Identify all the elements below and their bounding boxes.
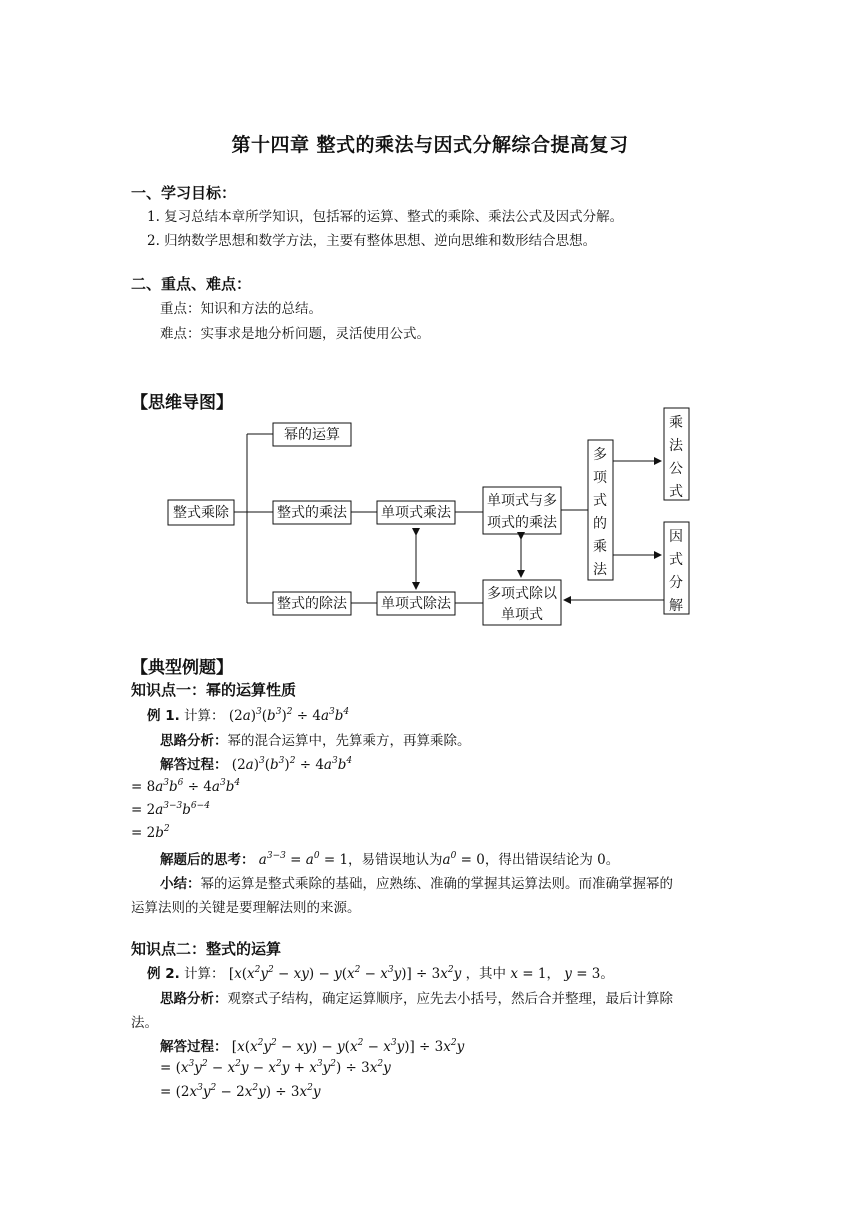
node-factor-char: 式 xyxy=(669,552,683,568)
solution-expression: $(2a)^3(b^3)^2 \div 4a^3b^4$ xyxy=(231,756,353,773)
page-title: 第十四章 整式的乘法与因式分解综合提高复习 xyxy=(231,134,629,156)
node-poly-poly-char: 乘 xyxy=(593,539,607,555)
example-2-line: 例 2. 计算： $[x(x^2y^2 - xy) - y(x^2 - x^3y)] \div 3x^2y$ ，其中 x = 1， y = 3。 xyxy=(147,965,614,982)
examples-heading: 【典型例题】 xyxy=(131,658,233,678)
example-1-prompt: 计算： xyxy=(184,708,225,724)
mindmap-heading: 【思维导图】 xyxy=(131,393,233,413)
knowledge-point-1: 知识点一：幂的运算性质 xyxy=(131,681,297,699)
knowledge-point-2: 知识点二：整式的运算 xyxy=(131,940,282,958)
solution-step-1: = $8a^3b^6 \div 4a^3b^4$ xyxy=(131,778,241,795)
example-1-expression: $(2a)^3(b^3)^2 \div 4a^3b^4$ xyxy=(228,707,350,724)
node-formula-char: 乘 xyxy=(669,415,683,431)
example-1-solution: 解答过程： $(2a)^3(b^3)^2 \div 4a^3b^4$ xyxy=(160,756,353,773)
node-mono-div-label: 单项式除法 xyxy=(381,596,451,612)
node-factor-char: 因 xyxy=(669,529,683,545)
key-point-text: 重点：知识和方法的总结。 xyxy=(160,301,322,317)
example-1-analysis: 思路分析：幂的混合运算中，先算乘方，再算乘除。 xyxy=(160,733,471,749)
node-power-label: 幂的运算 xyxy=(284,427,340,443)
solution-step-3: = $2b^2$ xyxy=(131,824,170,841)
node-poly-poly-char: 法 xyxy=(593,562,607,578)
example-1-label: 例 1. xyxy=(147,708,180,724)
node-poly-poly-char: 多 xyxy=(593,447,607,463)
section-heading-key-points: 二、重点、难点： xyxy=(131,275,252,293)
node-mono-poly-label-1: 单项式与多 xyxy=(487,493,557,509)
example-2-expression: $[x(x^2y^2 - xy) - y(x^2 - x^3y)] \div 3x^2y$ xyxy=(228,965,462,982)
difficulty-text: 难点：实事求是地分析问题，灵活使用公式。 xyxy=(160,326,430,342)
node-mono-mult-label: 单项式乘法 xyxy=(381,505,451,521)
example-1-summary-cont: 运算法则的关键是要理解法则的来源。 xyxy=(131,900,361,916)
goal-item-2: 2. 归纳数学思想和数学方法，主要有整体思想、逆向思维和数形结合思想。 xyxy=(147,233,597,249)
node-poly-div-label-2: 单项式 xyxy=(501,607,543,623)
solution-step-2: = $2a^{3-3}b^{6-4}$ xyxy=(131,801,210,818)
example-2-analysis: 思路分析：观察式子结构，确定运算顺序，应先去小括号，然后合并整理，最后计算除 xyxy=(160,991,673,1007)
example-2-step-2: = $(2x^3y^2 - 2x^2y) \div 3x^2y$ xyxy=(160,1083,321,1100)
example-1-line xyxy=(147,704,349,724)
section-heading-goals: 一、学习目标： xyxy=(131,184,237,202)
node-factor-char: 解 xyxy=(669,598,683,614)
example-2-analysis-cont: 法。 xyxy=(131,1015,158,1031)
node-div-label: 整式的除法 xyxy=(277,596,347,612)
node-poly-poly-char: 项 xyxy=(593,470,607,486)
node-mult-label: 整式的乘法 xyxy=(277,505,347,521)
example-1-summary: 小结：幂的运算是整式乘除的基础，应熟练、准确的掌握其运算法则。而准确掌握幂的 xyxy=(160,876,673,892)
goal-item-1: 1. 复习总结本章所学知识，包括幂的运算、整式的乘除、乘法公式及因式分解。 xyxy=(147,209,624,225)
example-2-solution: 解答过程： $[x(x^2y^2 - xy) - y(x^2 - x^3y)] \div 3x^2y$ xyxy=(160,1038,465,1055)
node-formula-char: 式 xyxy=(669,484,683,500)
node-root-label: 整式乘除 xyxy=(173,505,229,521)
example-2-label: 例 2. xyxy=(147,966,180,982)
node-poly-div-label-1: 多项式除以 xyxy=(487,586,557,602)
node-poly-poly-char: 的 xyxy=(593,516,607,532)
node-formula-char: 法 xyxy=(669,438,683,454)
node-poly-poly-char: 式 xyxy=(593,493,607,509)
example-1-reflection: 解题后的思考： $a^{3-3} = a^0 = 1$，易错误地认为$a^0 = 0$，得出错误结论为 0。 xyxy=(160,851,620,868)
example-2-step-1: = $(x^3y^2 - x^2y - x^2y + x^3y^2) \div 3x^2y$ xyxy=(160,1059,391,1076)
node-formula-char: 公 xyxy=(669,461,683,477)
node-mono-poly-label-2: 项式的乘法 xyxy=(487,515,557,531)
node-factor-char: 分 xyxy=(669,575,683,591)
